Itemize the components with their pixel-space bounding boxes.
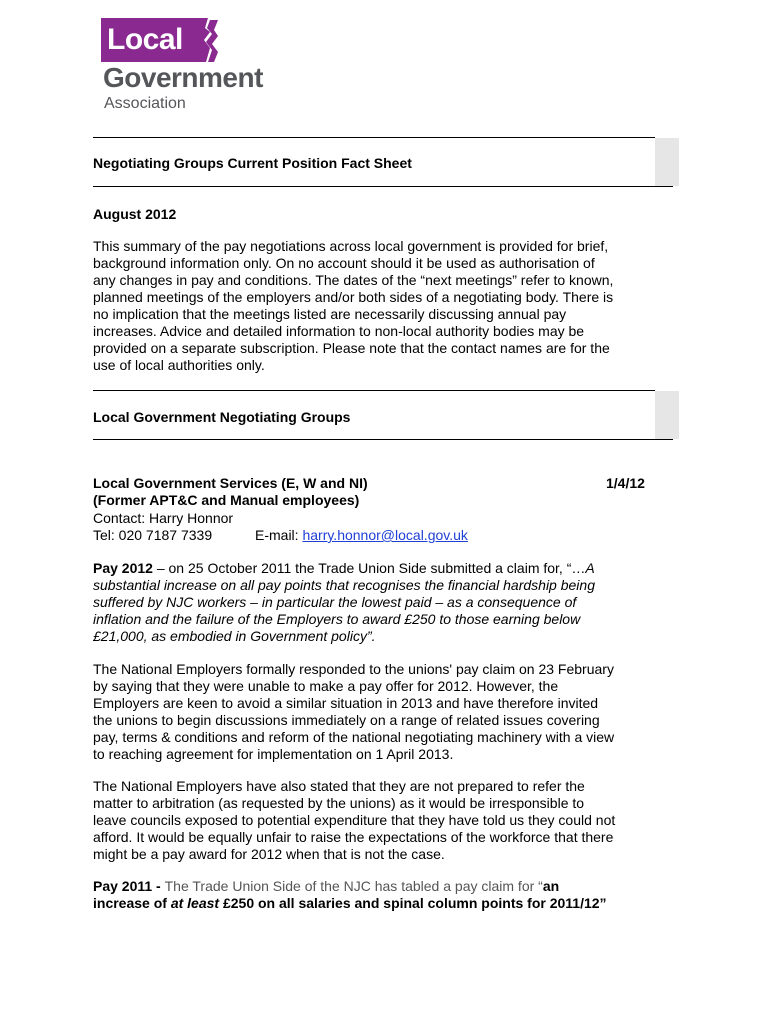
pay2011-lead: The Trade Union Side of the NJC has tabled a pay claim for “: [164, 878, 543, 894]
arbitration-line: afford. It would be equally unfair to raise the expectations of the workforce that there: [93, 829, 614, 845]
pay2011-an: an: [542, 878, 560, 894]
arbitration-line: The National Employers have also stated that they are not prepared to refer the: [93, 778, 585, 794]
intro-line: provided on a separate subscription. Please note that the contact names are for the: [93, 340, 610, 356]
logo-flag-icon: [196, 18, 222, 62]
pay2012-line: [93, 560, 683, 577]
employers-response-paragraph: [93, 661, 683, 763]
pay2012-quote-line: substantial increase on all pay points that recognises the financial hardship being: [93, 577, 595, 593]
lga-logo: [101, 18, 281, 116]
group-name: Local Government Services (E, W and NI): [93, 475, 368, 491]
response-line: to reaching agreement for implementation on 1 April 2013.: [93, 746, 454, 762]
group-contact: Contact: Harry Honnor: [93, 510, 234, 526]
pay2011-line2: [93, 895, 693, 912]
pay2011-paragraph: [93, 878, 693, 912]
group-tel: Tel: 020 7187 7339: [93, 527, 213, 543]
intro-line: increases. Advice and detailed information to non-local authority bodies may be: [93, 323, 585, 339]
section-bottom-rule: [93, 439, 673, 440]
pay2012-label: Pay 2012: [93, 560, 153, 576]
pay2012-quote-line: inflation and the failure of the Employers to award £250 to those earning below: [93, 611, 581, 627]
group-former: (Former APT&C and Manual employees): [93, 492, 360, 508]
arbitration-line: might be a pay award for 2012 when that is not the case.: [93, 846, 445, 862]
pay2011-emphasis: at least: [170, 895, 220, 911]
pay2012-quote-line: suffered by NJC workers – in particular the lowest paid – as a consequence of: [93, 594, 577, 610]
section-heading: Local Government Negotiating Groups: [93, 409, 351, 425]
intro-line: use of local authorities only.: [93, 357, 265, 373]
arbitration-line: matter to arbitration (as requested by the unions) as it would be irresponsible to: [93, 795, 585, 811]
report-date: August 2012: [93, 206, 177, 222]
response-line: Employers are keen to avoid a similar situation in 2013 and have therefore invited: [93, 695, 599, 711]
pay2012-paragraph: [93, 560, 683, 645]
logo-local-text: Local: [107, 23, 183, 56]
response-line: The National Employers formally responded to the unions' pay claim on 23 February: [93, 661, 614, 677]
pay2011-text: increase of: [93, 895, 171, 911]
title-bottom-rule: [93, 186, 673, 187]
logo-association-text: Association: [104, 95, 186, 112]
title-shade: [655, 138, 679, 186]
arbitration-paragraph: [93, 778, 683, 863]
pay2011-line: [93, 878, 693, 895]
intro-line: background information only. On no account should it be used as authorisation of: [93, 255, 595, 271]
arbitration-line: leave councils exposed to potential expenditure that they have told us they could not: [93, 812, 616, 828]
pay2012-quote-line: £21,000, as embodied in Government policy”.: [93, 628, 376, 644]
email-label: E-mail:: [255, 527, 303, 543]
pay2012-lead: – on 25 October 2011 the Trade Union Side submitted a claim for, “…: [152, 560, 586, 576]
intro-paragraph: [93, 238, 683, 374]
response-line: the unions to begin discussions immediately on a range of related issues covering: [93, 712, 600, 728]
intro-line: any changes in pay and conditions. The dates of the “next meetings” refer to known,: [93, 272, 614, 288]
title-top-rule: [93, 137, 655, 138]
group-date: 1/4/12: [606, 475, 645, 491]
intro-line: planned meetings of the employers and/or both sides of a negotiating body. There is: [93, 289, 614, 305]
pay2011-text: £250 on all salaries and spinal column points for 2011/12”: [219, 895, 607, 911]
intro-line: no implication that the meetings listed are necessarily discussing annual pay: [93, 306, 567, 322]
section-top-rule: [93, 390, 655, 391]
response-line: by saying that they were unable to make a pay offer for 2012. However, the: [93, 678, 559, 694]
response-line: pay, terms & conditions and reform of the national negotiating machinery with a view: [93, 729, 615, 745]
pay2012-quote-start: A: [585, 560, 595, 576]
intro-line: This summary of the pay negotiations across local government is provided for brief,: [93, 238, 609, 254]
group-email-row: [255, 527, 468, 544]
logo-government-text: Government: [103, 62, 263, 93]
pay2011-label: Pay 2011 -: [93, 878, 165, 894]
page-title: Negotiating Groups Current Position Fact Sheet: [93, 155, 412, 171]
email-link[interactable]: harry.honnor@local.gov.uk: [302, 527, 468, 543]
section-shade: [655, 391, 679, 439]
